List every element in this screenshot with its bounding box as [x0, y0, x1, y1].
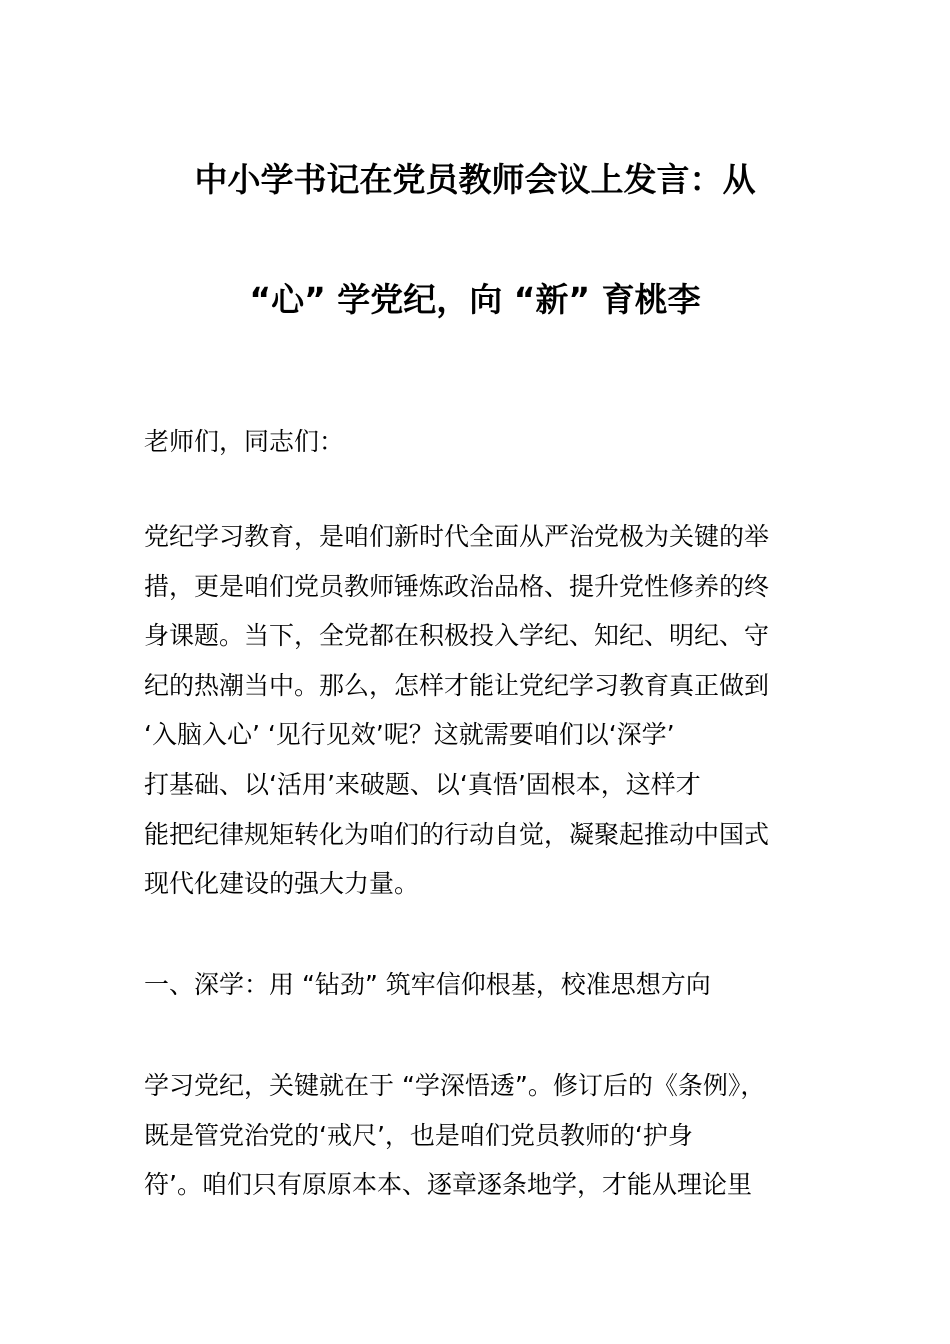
document-title-line-1: 中小学书记在党员教师会议上发言：从	[194, 160, 756, 199]
paragraph-line: 现代化建设的强大力量。	[144, 869, 420, 899]
paragraph-line: 纪的热潮当中。那么，怎样才能让党纪学习教育真正做到	[144, 670, 770, 700]
document-title-line-2: “心” 学党纪，向 “新” 育桃李	[249, 280, 701, 319]
paragraph-line: ‘入脑入心’ ‘见行见效’呢？这就需要咱们以‘深学’	[144, 720, 675, 750]
paragraph-line: 既是管党治党的‘戒尺’，也是咱们党员教师的‘护身	[144, 1120, 693, 1150]
paragraph-2	[144, 1061, 834, 1210]
paragraph-line: 能把纪律规矩转化为咱们的行动自觉，凝聚起推动中国式	[144, 819, 770, 849]
section-heading-1: 一、深学：用 “钻劲” 筑牢信仰根基，校准思想方向	[144, 970, 711, 999]
paragraph-line: 打基础、以‘活用’来破题、以‘真悟’固根本，这样才	[144, 769, 701, 799]
paragraph-line: 学习党纪，关键就在于 “学深悟透”。修订后的《条例》，	[144, 1071, 766, 1100]
paragraph-1	[144, 512, 834, 909]
paragraph-line: 党纪学习教育，是咱们新时代全面从严治党极为关键的举	[144, 522, 770, 551]
paragraph-line: 身课题。当下，全党都在积极投入学纪、知纪、明纪、守	[144, 621, 770, 651]
paragraph-line: 符’。咱们只有原原本本、逐章逐条地学，才能从理论里	[144, 1170, 752, 1200]
greeting: 老师们，同志们：	[144, 427, 345, 456]
paragraph-line: 措，更是咱们党员教师锤炼政治品格、提升党性修养的终	[144, 571, 770, 601]
